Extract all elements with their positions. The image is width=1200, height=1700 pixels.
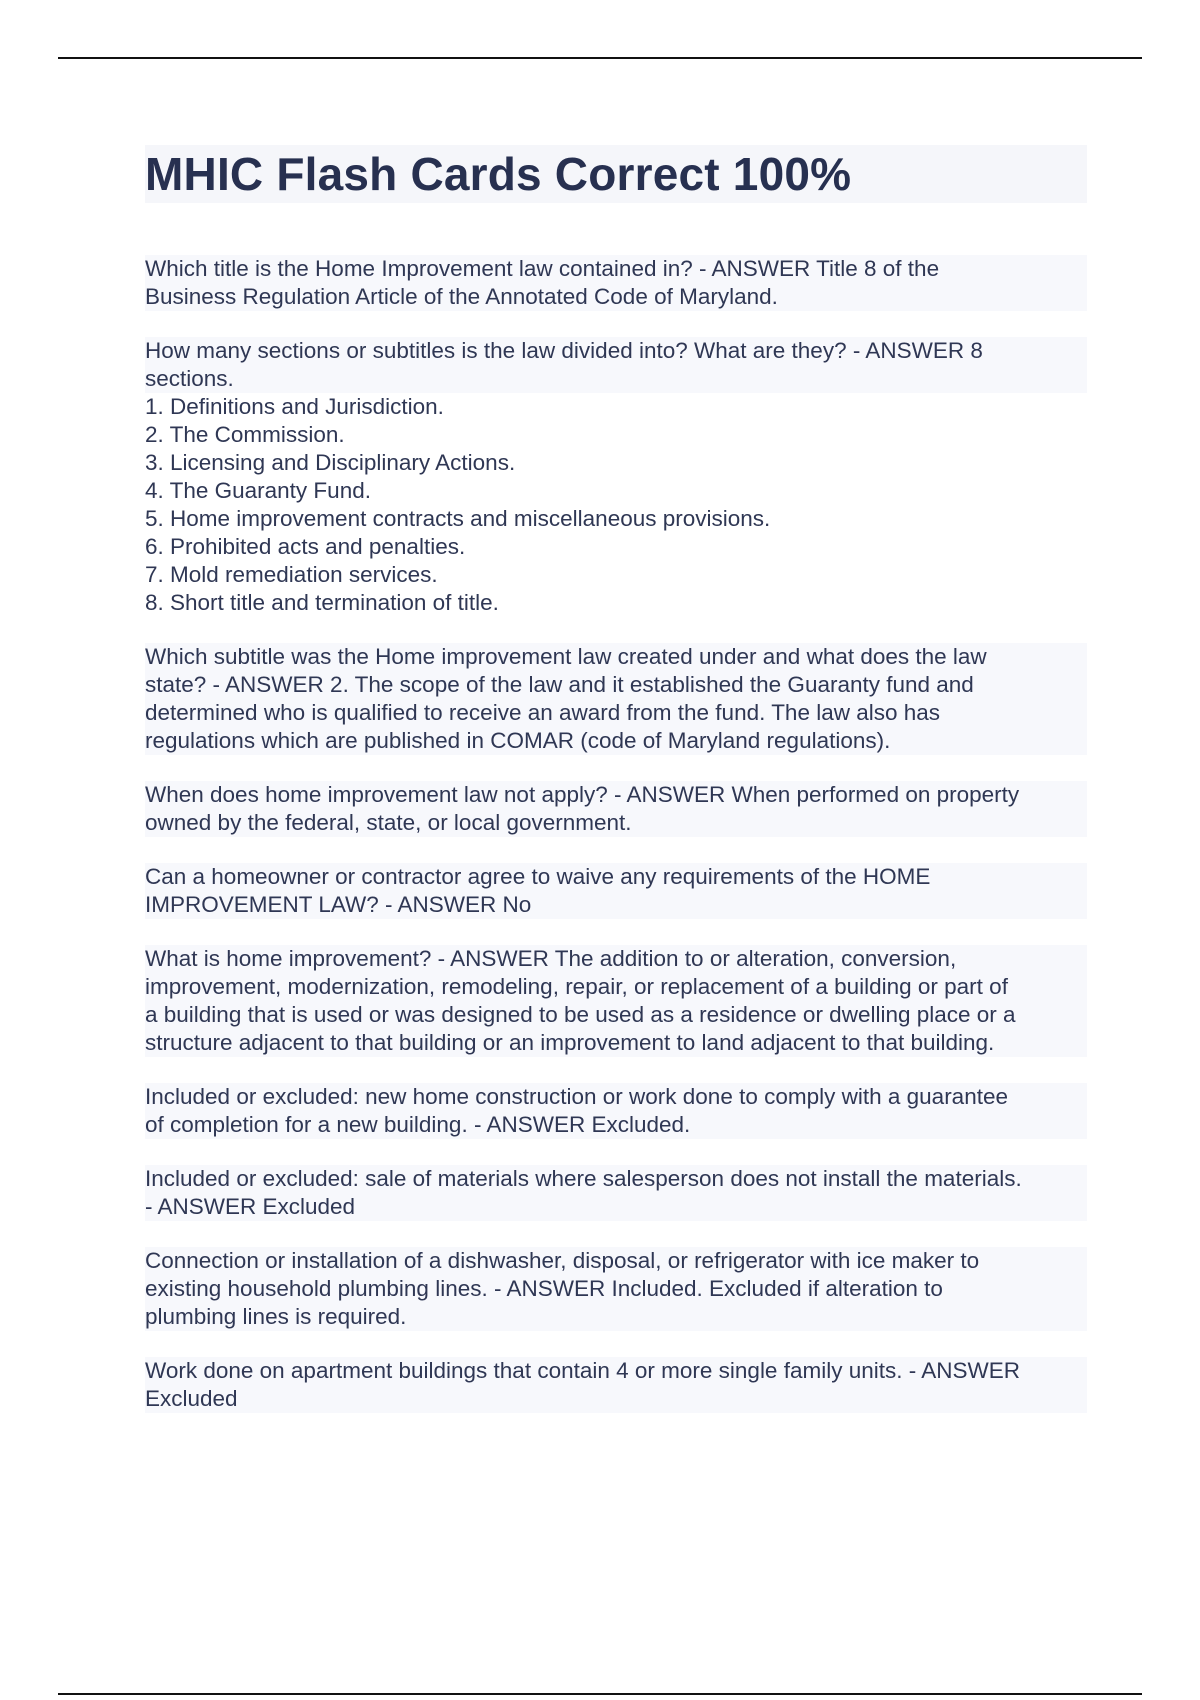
card-line: Work done on apartment buildings that contain 4 or more single family units. - ANSWER [145, 1357, 1087, 1385]
flash-card [145, 1083, 1087, 1139]
card-line: - ANSWER Excluded [145, 1193, 1087, 1221]
flash-card [145, 781, 1087, 837]
list-item: 3. Licensing and Disciplinary Actions. [145, 450, 516, 475]
card-line: regulations which are published in COMAR (code of Maryland regulations). [145, 727, 1087, 755]
card-line: state? - ANSWER 2. The scope of the law and it established the Guaranty fund and [145, 671, 1087, 699]
list-item: 1. Definitions and Jurisdiction. [145, 394, 444, 419]
card-line: Included or excluded: new home construction or work done to comply with a guarantee [145, 1083, 1087, 1111]
document-body [145, 145, 1087, 1439]
card-line: determined who is qualified to receive an award from the fund. The law also has [145, 699, 1087, 727]
flash-card [145, 1165, 1087, 1221]
card-line: Included or excluded: sale of materials where salesperson does not install the materials. [145, 1165, 1087, 1193]
card-line: plumbing lines is required. [145, 1303, 1087, 1331]
page-title: MHIC Flash Cards Correct 100% [145, 148, 852, 200]
list-item: 5. Home improvement contracts and miscellaneous provisions. [145, 506, 771, 531]
list-item: 6. Prohibited acts and penalties. [145, 534, 466, 559]
card-line: Business Regulation Article of the Annotated Code of Maryland. [145, 283, 1087, 311]
card-line: improvement, modernization, remodeling, repair, or replacement of a building or part of [145, 973, 1087, 1001]
card-line: When does home improvement law not apply? - ANSWER When performed on property [145, 781, 1087, 809]
card-line: sections. [145, 365, 1087, 393]
flash-card [145, 863, 1087, 919]
list-item: 8. Short title and termination of title. [145, 590, 499, 615]
flash-card [145, 1247, 1087, 1331]
card-line: Which title is the Home Improvement law contained in? - ANSWER Title 8 of the [145, 255, 1087, 283]
flash-card [145, 255, 1087, 311]
card-line: of completion for a new building. - ANSWER Excluded. [145, 1111, 1087, 1139]
flash-card [145, 337, 1087, 617]
card-line: Can a homeowner or contractor agree to waive any requirements of the HOME [145, 863, 1087, 891]
card-line: a building that is used or was designed to be used as a residence or dwelling place or a [145, 1001, 1087, 1029]
footer-rule [58, 1693, 1142, 1695]
card-line: owned by the federal, state, or local government. [145, 809, 1087, 837]
list-item: 4. The Guaranty Fund. [145, 478, 371, 503]
card-line: Which subtitle was the Home improvement law created under and what does the law [145, 643, 1087, 671]
card-line: What is home improvement? - ANSWER The addition to or alteration, conversion, [145, 945, 1087, 973]
card-line: IMPROVEMENT LAW? - ANSWER No [145, 891, 1087, 919]
flash-card [145, 945, 1087, 1057]
card-line: existing household plumbing lines. - ANSWER Included. Excluded if alteration to [145, 1275, 1087, 1303]
header-rule [58, 57, 1142, 59]
card-line: Excluded [145, 1385, 1087, 1413]
title-bar [145, 145, 1087, 203]
flash-card [145, 643, 1087, 755]
card-line: How many sections or subtitles is the law divided into? What are they? - ANSWER 8 [145, 337, 1087, 365]
list-item: 7. Mold remediation services. [145, 562, 438, 587]
card-line: structure adjacent to that building or an improvement to land adjacent to that building. [145, 1029, 1087, 1057]
card-line: Connection or installation of a dishwasher, disposal, or refrigerator with ice maker to [145, 1247, 1087, 1275]
list-item: 2. The Commission. [145, 422, 345, 447]
section-list [145, 393, 1087, 617]
flash-card [145, 1357, 1087, 1413]
